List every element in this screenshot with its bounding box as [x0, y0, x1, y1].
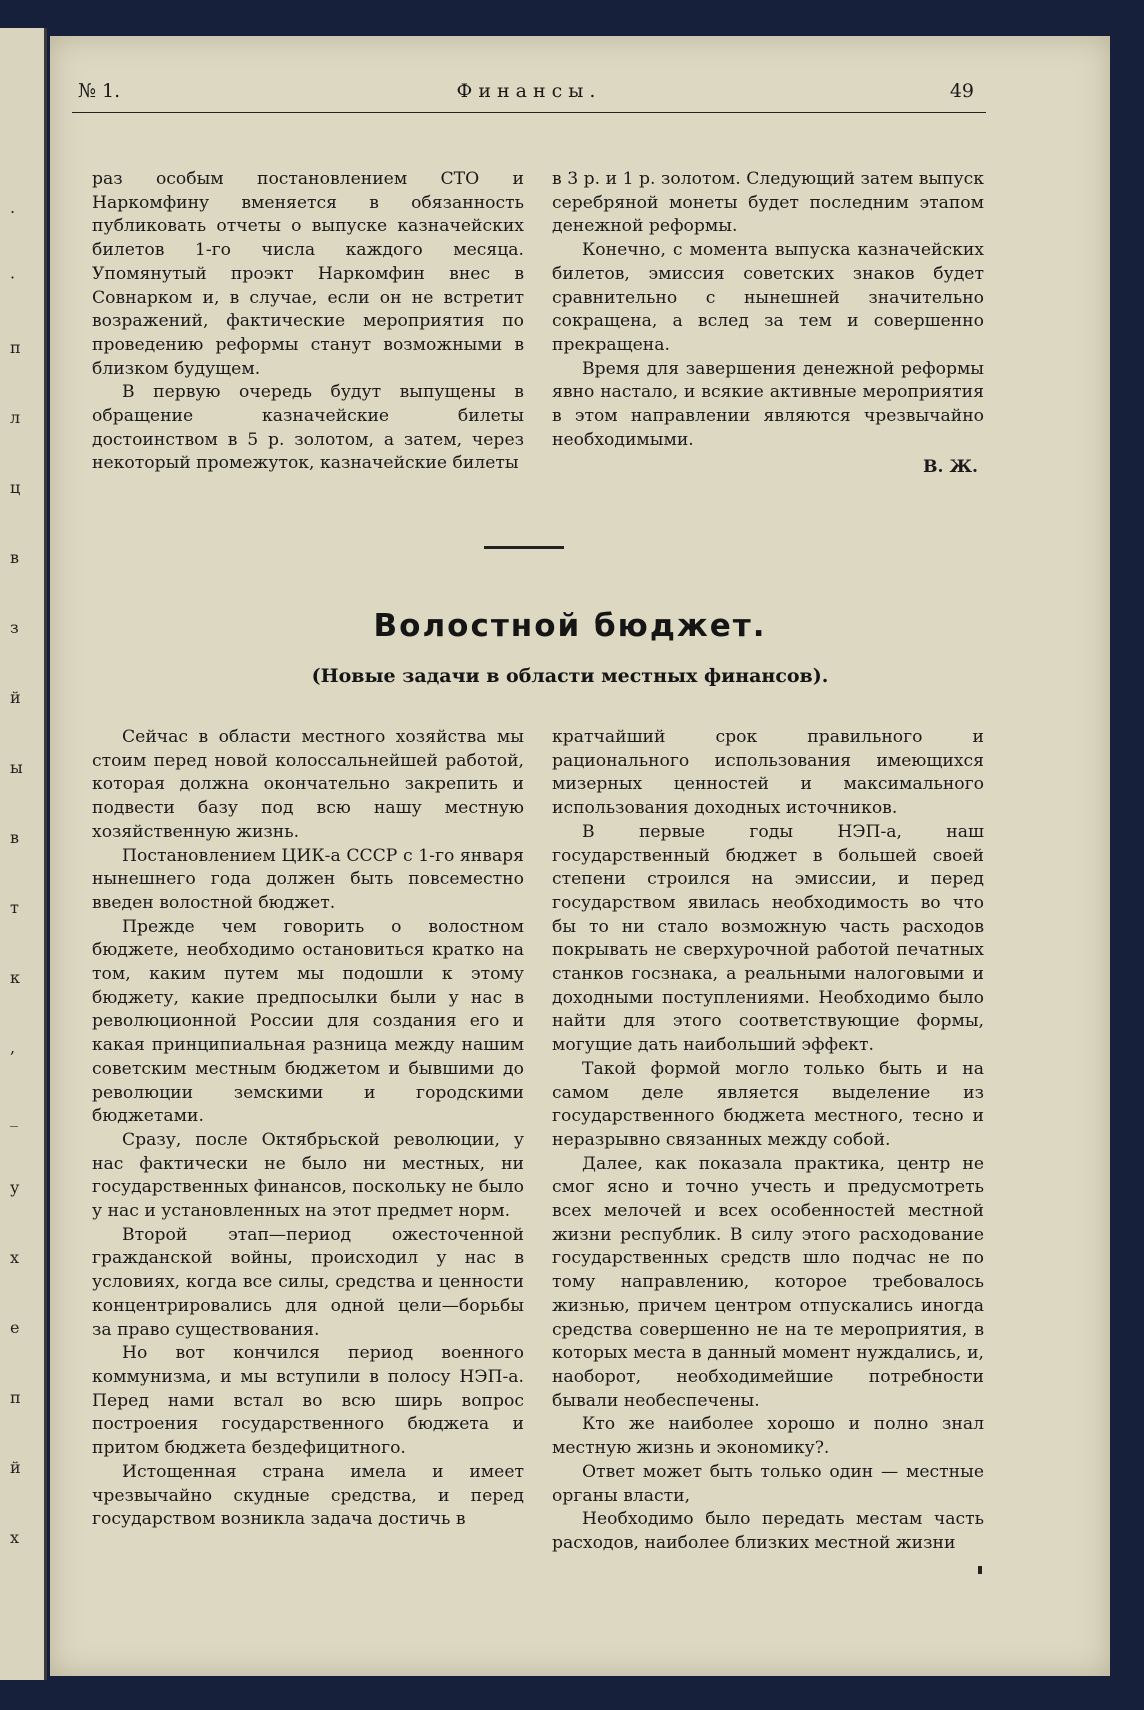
paragraph: В первые годы НЭП-а, наш государственный бюджет в большей своей степени строился на эмиссии, и перед государством явилась необходимость во что бы то ни стало возможную часть расходов покрывать не сверхурочной работой печатных станков госзнака, а реальными налоговыми и доходными поступлениями. Необходимо было найти для этого соответствующие формы, могущие дать наибольший эффект. [552, 821, 984, 1056]
left-page-fragment: ц [10, 478, 21, 497]
left-page-fragment: х [10, 1248, 20, 1267]
left-page-fragment: _ [10, 1108, 18, 1127]
paragraph: Истощенная страна имела и имеет чрезвычайно скудные средства, и перед государством возникла задача достичь в [92, 1461, 524, 1530]
left-page-fragment: х [10, 1528, 20, 1547]
paragraph: Такой формой могло только быть и на самом деле является выделение из государственного бюджета местного, тесно и неразрывно связанных между собой. [552, 1058, 984, 1150]
paragraph: Но вот кончился период военного коммунизма, и мы вступили в полосу НЭП-а. Перед нами встал во всю ширь вопрос построения государственного бюджета и притом бюджета бездефицитного. [92, 1343, 524, 1459]
paragraph: раз особым постановлением СТО и Наркомфину вменяется в обязанность публиковать отчеты о выпуске казначейских билетов 1-го числа каждого месяца. Упомянутый проэкт Наркомфин внес в Совнарком и, в случае, если он не встретит возражений, фактические мероприятия по проведению реформы станут возможными в близком будущем. [92, 169, 524, 379]
ink-mark [978, 1566, 982, 1574]
author-signature: В. Ж. [922, 457, 978, 478]
paragraph: Ответ может быть только один — местные органы власти, [552, 1461, 984, 1506]
paragraph: Постановлением ЦИК-а СССР с 1-го января нынешнего года должен быть повсеместно введен волостной бюджет. [92, 845, 524, 913]
left-page-fragment: в [10, 828, 20, 847]
paragraph: Сразу, после Октябрьской революции, у нас фактически не было ни местных, ни государственных финансов, поскольку не было у нас и установленных на этот предмет норм. [92, 1129, 524, 1222]
paragraph: Необходимо было передать местам часть расходов, наиболее близких местной жизни [552, 1509, 984, 1553]
paragraph: Сейчас в области местного хозяйства мы стоим перед новой колоссальнейшей работой, которая должна окончательно закрепить и подвести базу под всю нашу местную хозяйственную жизнь. [92, 727, 524, 842]
paragraph: Второй этап—период ожесточенной гражданской войны, происходил у нас в условиях, когда все силы, средства и ценности концентрировались для одной цели—борьбы за право существования. [92, 1224, 524, 1340]
left-page-fragment: й [10, 688, 21, 707]
paragraph: в 3 р. и 1 р. золотом. Следующий затем выпуск серебряной монеты будет последним этапом денежной реформы. [552, 169, 984, 237]
left-page-fragment: в [10, 548, 20, 567]
paragraph: Прежде чем говорить о волостном бюджете, необходимо остановиться кратко на том, каким путем мы подошли к этому бюджету, какие предпосылки были у нас в революционной России для создания его и какая принципиальная разница между нашим советским местным бюджетом и бывшими до революции земскими и городскими бюджетами. [92, 916, 524, 1127]
left-page-fragment: к [10, 968, 20, 987]
paragraph: В первую очередь будут выпущены в обращение казначейские билеты достоинством в 5 р. золотом, а затем, через некоторый промежуток, казначейские билеты [92, 382, 524, 474]
bottom-left-column [92, 726, 524, 1532]
left-page-fragment: т [10, 898, 19, 917]
left-page-fragment: й [10, 1458, 21, 1477]
left-page-fragment: , [10, 1038, 16, 1057]
left-page-fragment: е [10, 1318, 20, 1337]
page-header [72, 78, 986, 113]
issue-number: № 1. [78, 80, 121, 102]
paragraph: Конечно, с момента выпуска казначейских билетов, эмиссия советских знаков будет сравнительно с нынешней значительно сокращена, а вслед за тем и совершенно прекращена. [552, 240, 984, 355]
left-page-fragment: ы [10, 758, 23, 777]
paragraph: Время для завершения денежной реформы явно настало, и всякие активные мероприятия в этом направлении являются чрезвычайно необходимыми. [552, 358, 984, 450]
left-page-fragment: з [10, 618, 19, 637]
article-subheadline: (Новые задачи в области местных финансов). [311, 665, 829, 687]
left-page-fragment: л [10, 408, 21, 427]
paragraph: Кто же наиболее хорошо и полно знал местную жизнь и экономику?. [552, 1414, 984, 1459]
left-page-fragment: у [10, 1178, 20, 1197]
left-page-fragment: · [10, 268, 16, 287]
left-page-fragment: . [10, 198, 16, 217]
top-right-column [552, 168, 984, 480]
left-page-fragment: п [10, 1388, 21, 1407]
bottom-right-column [552, 726, 984, 1556]
running-title: Финансы. [456, 80, 602, 102]
article-headline: Волостной бюджет. [373, 608, 767, 644]
page-number: 49 [949, 80, 974, 102]
left-page-fragment: п [10, 338, 21, 357]
paragraph: кратчайший срок правильного и рационального использования имеющихся мизерных ценностей и максимального использования доходных источников. [552, 727, 984, 819]
left-page-edge [0, 28, 47, 1680]
top-left-column [92, 168, 524, 476]
section-divider [484, 546, 564, 549]
paragraph: Далее, как показала практика, центр не смог ясно и точно учесть и предусмотреть всех мелочей и всех особенностей местной жизни республик. В силу этого расходование государственных средств шло подчас не по тому направлению, которое требовалось жизнью, причем центром отпускались иногда средства совершенно не на те мероприятия, в которых места в данный момент нуждались, и, наоборот, необходимейшие потребности бывали необеспечены. [552, 1153, 984, 1411]
